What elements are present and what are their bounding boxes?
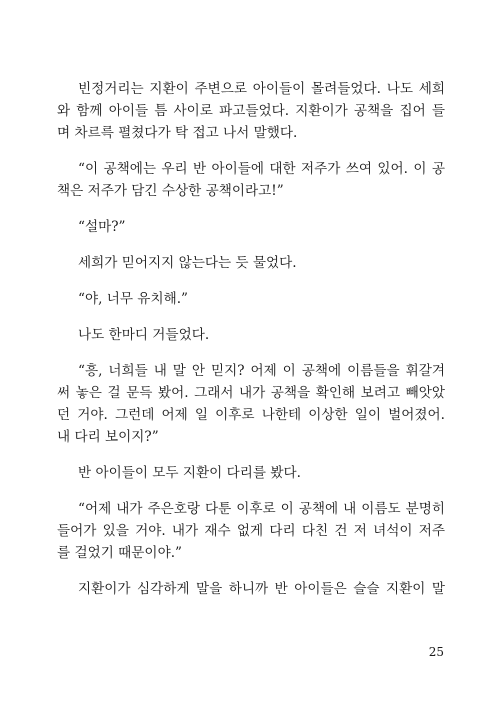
paragraph bbox=[57, 158, 445, 202]
text-line: “야, 너무 유치해.” bbox=[78, 291, 188, 307]
text-line: “이 공책에는 우리 반 아이들에 대한 저주가 쓰여 있어. 이 공 bbox=[78, 161, 445, 177]
paragraph bbox=[57, 216, 445, 238]
text-line: 내 다리 보이지?” bbox=[57, 429, 159, 445]
text-line: 를 걸었기 때문이야.” bbox=[57, 545, 182, 561]
paragraph bbox=[57, 78, 445, 144]
text-line: 와 함께 아이들 틈 사이로 파고들었다. 지환이가 공책을 집어 들 bbox=[57, 103, 445, 119]
paragraph bbox=[57, 462, 445, 484]
page-number: 25 bbox=[428, 645, 444, 659]
paragraph bbox=[57, 498, 445, 564]
text-line: “설마?” bbox=[78, 219, 126, 235]
text-line: “흥, 너희들 내 말 안 믿지? 어제 이 공책에 이름들을 휘갈겨 bbox=[78, 363, 445, 379]
text-line: 빈정거리는 지환이 주변으로 아이들이 몰려들었다. 나도 세희 bbox=[78, 81, 445, 97]
paragraph bbox=[57, 288, 445, 310]
text-line: 세희가 믿어지지 않는다는 듯 물었다. bbox=[78, 255, 297, 271]
paragraph bbox=[57, 324, 445, 346]
paragraph bbox=[57, 252, 445, 274]
text-line: 책은 저주가 담긴 수상한 공책이라고!” bbox=[57, 183, 284, 199]
text-line: 써 놓은 걸 문득 봤어. 그래서 내가 공책을 확인해 보려고 빼앗았 bbox=[57, 385, 445, 401]
text-line: 나도 한마디 거들었다. bbox=[78, 327, 210, 343]
text-line: 지환이가 심각하게 말을 하니까 반 아이들은 슬슬 지환이 말 bbox=[78, 581, 445, 597]
paragraph bbox=[57, 360, 445, 448]
text-line: “어제 내가 주은호랑 다툰 이후로 이 공책에 내 이름도 분명히 bbox=[78, 501, 445, 517]
paragraph bbox=[57, 578, 445, 600]
text-line: 며 차르륵 펼쳤다가 탁 접고 나서 말했다. bbox=[57, 125, 298, 141]
body-text bbox=[57, 78, 445, 614]
text-line: 던 거야. 그런데 어제 일 이후로 나한테 이상한 일이 벌어졌어. bbox=[57, 407, 445, 423]
text-line: 반 아이들이 모두 지환이 다리를 봤다. bbox=[78, 465, 301, 481]
text-line: 들어가 있을 거야. 내가 재수 없게 다리 다친 건 저 녀석이 저주 bbox=[57, 523, 445, 539]
